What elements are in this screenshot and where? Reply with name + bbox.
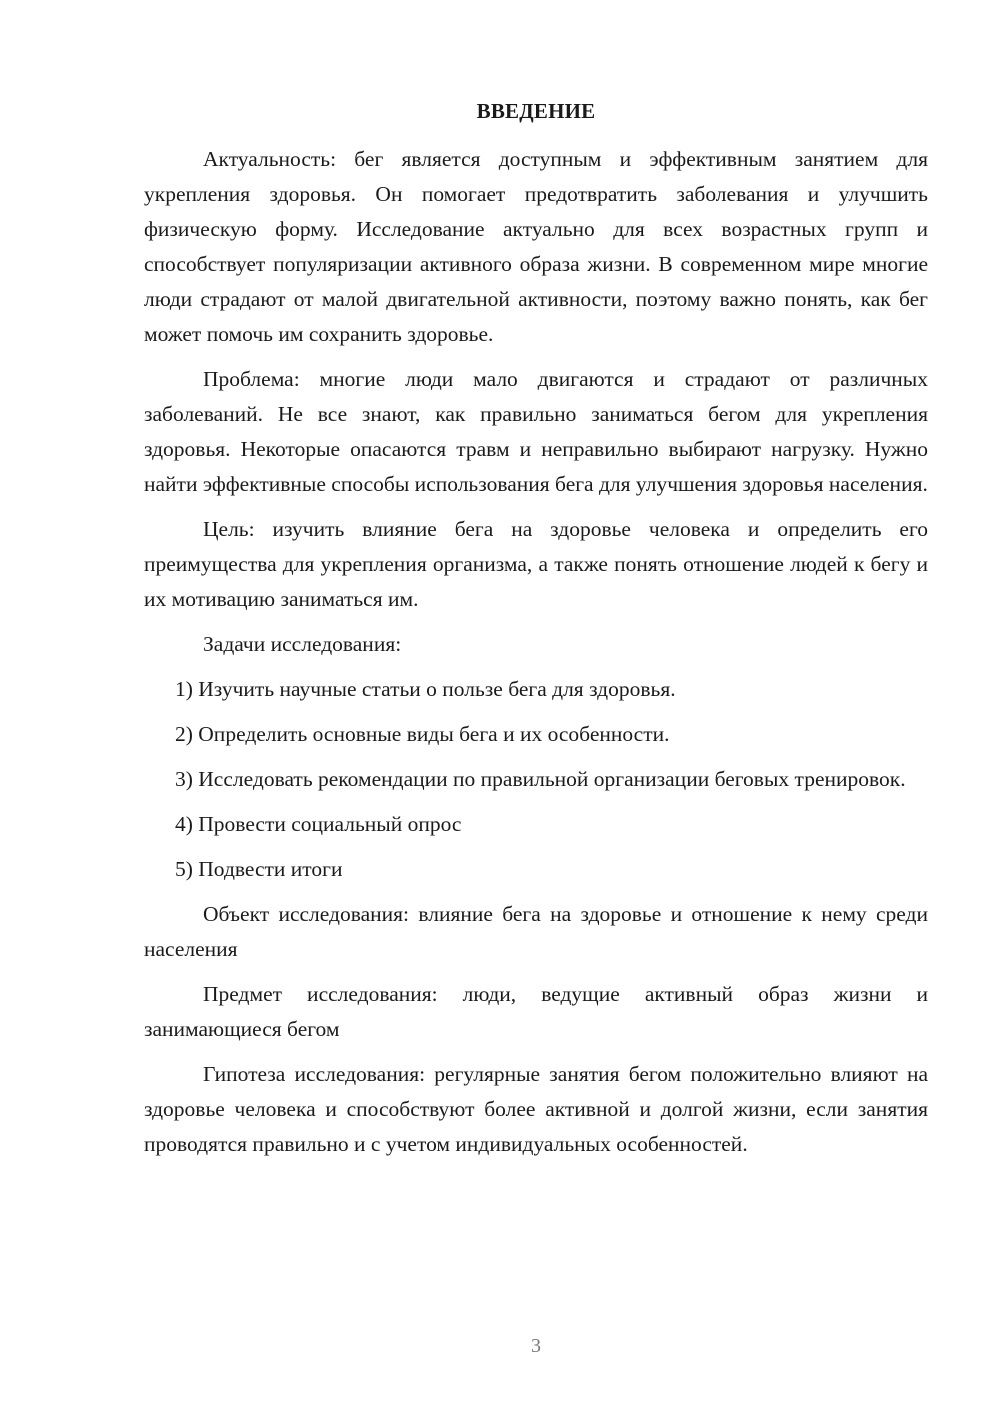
task-item: 5) Подвести итоги [175, 857, 343, 881]
task-item: 1) Изучить научные статьи о пользе бега для здоровья. [175, 677, 676, 701]
page-body [144, 142, 928, 1172]
section-heading: ВВЕДЕНИЕ [476, 99, 596, 123]
page-number: 3 [531, 1335, 541, 1357]
relevance-paragraph: Актуальность: бег является доступным и эффективным занятием для укрепления здоровья. Он помогает предотвратить заболевания и улучшить физическую форму. Исследование актуально для всех возрастных групп и способствует популяризации активного образа жизни. В современном мире многие люди страдают от малой двигательной активности, поэтому важно понять, как бег может помочь им сохранить здоровье. [144, 147, 928, 346]
goal-paragraph: Цель: изучить влияние бега на здоровье человека и определить его преимущества для укрепления организма, а также понять отношение людей к бегу и их мотивацию заниматься им. [144, 517, 928, 611]
object-paragraph: Объект исследования: влияние бега на здоровье и отношение к нему среди населения [144, 902, 928, 961]
task-item: 2) Определить основные виды бега и их особенности. [175, 722, 670, 746]
tasks-heading: Задачи исследования: [203, 632, 402, 656]
hypothesis-paragraph: Гипотеза исследования: регулярные занятия бегом положительно влияют на здоровье человека и способствуют более активной и долгой жизни, если занятия проводятся правильно и с учетом индивидуальных особенностей. [144, 1062, 928, 1156]
subject-paragraph: Предмет исследования: люди, ведущие активный образ жизни и занимающиеся бегом [144, 982, 928, 1041]
problem-paragraph: Проблема: многие люди мало двигаются и страдают от различных заболеваний. Не все знают, как правильно заниматься бегом для укрепления здоровья. Некоторые опасаются травм и неправильно выбирают нагрузку. Нужно найти эффективные способы использования бега для улучшения здоровья населения. [144, 367, 928, 496]
task-item: 4) Провести социальный опрос [175, 812, 462, 836]
task-item: 3) Исследовать рекомендации по правильной организации беговых тренировок. [175, 767, 906, 791]
